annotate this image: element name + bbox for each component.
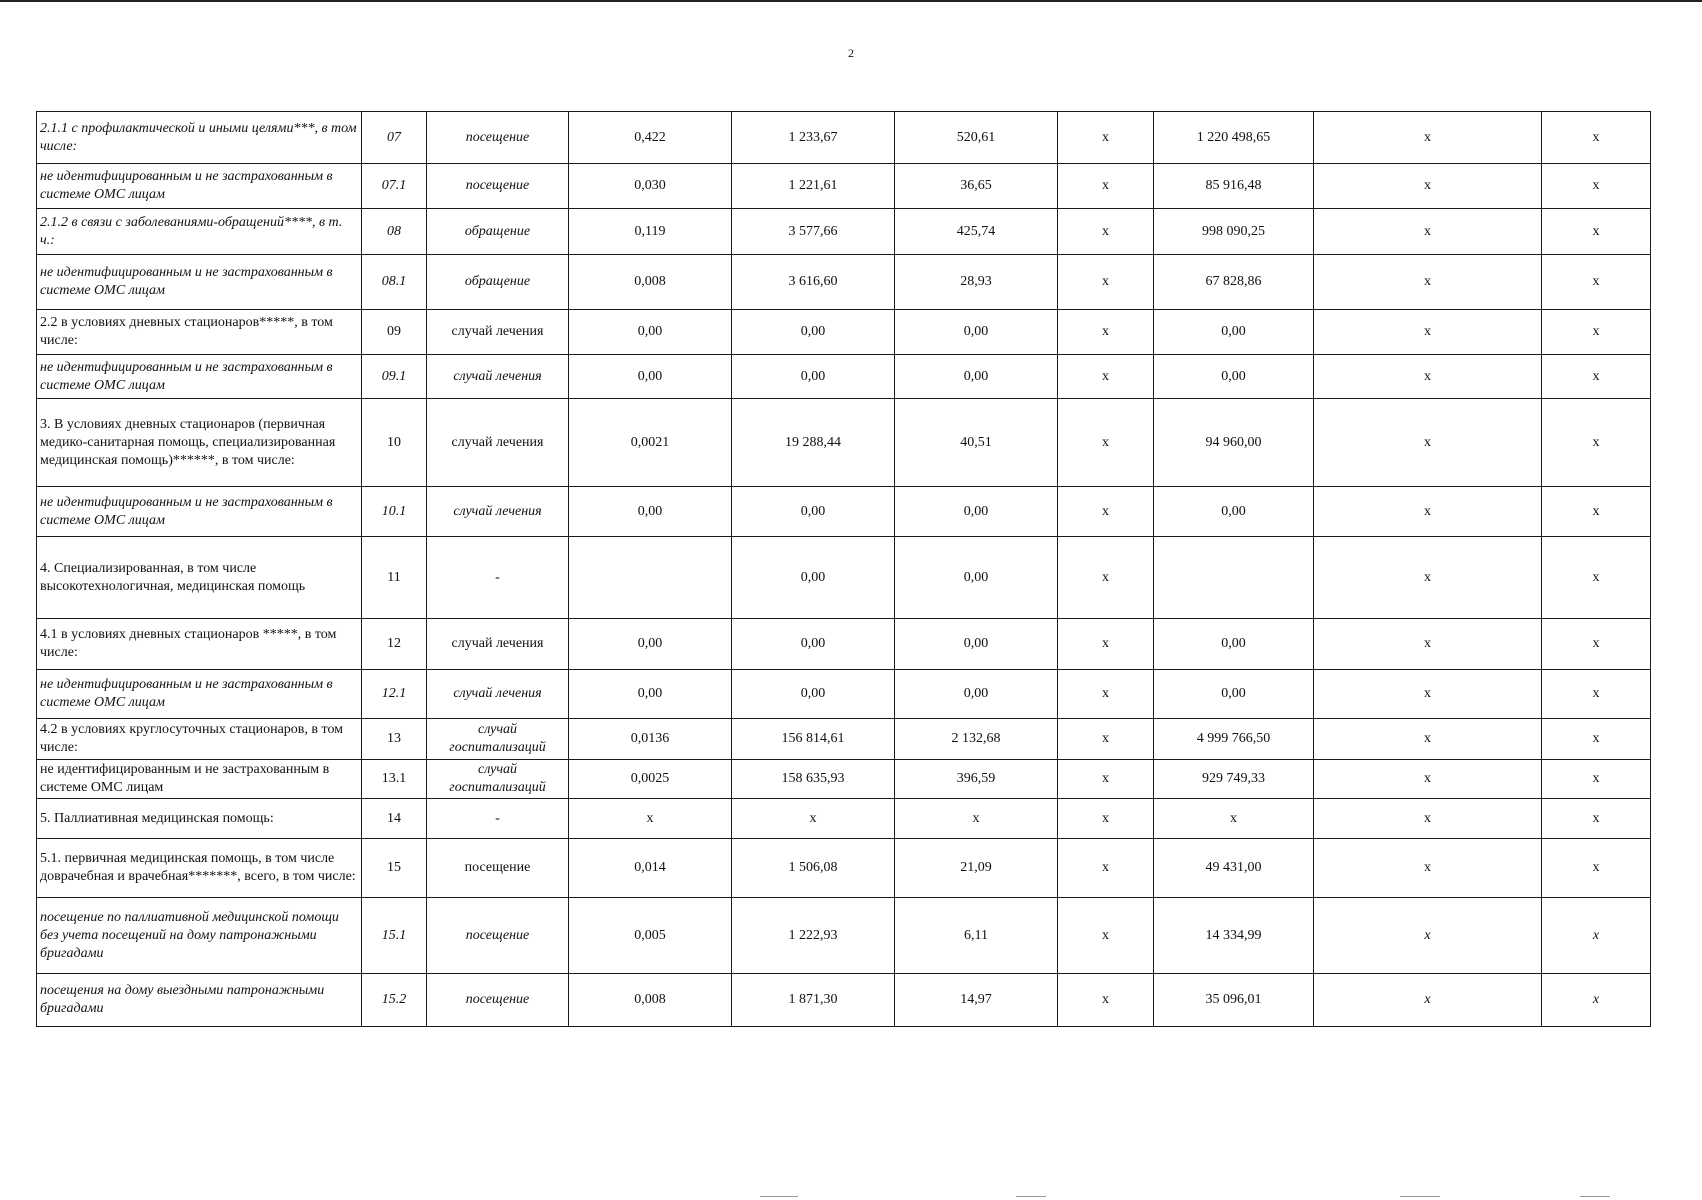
value-cell: х — [1314, 164, 1542, 209]
value-cell: 0,014 — [569, 839, 732, 898]
table-row — [37, 209, 1651, 255]
row-unit-cell: посещение — [427, 974, 569, 1027]
scan-mark — [1400, 1196, 1440, 1197]
value-cell: 520,61 — [895, 112, 1058, 164]
value-cell: 0,00 — [569, 310, 732, 355]
table-row — [37, 898, 1651, 974]
value-cell: 0,00 — [895, 670, 1058, 719]
value-cell: 67 828,86 — [1154, 255, 1314, 310]
row-code-cell: 11 — [362, 537, 427, 619]
value-cell: х — [1058, 209, 1154, 255]
value-cell: 3 616,60 — [732, 255, 895, 310]
row-name-cell: 2.1.1 с профилактической и иными целями***, в том числе: — [37, 112, 362, 164]
row-name-cell: не идентифицированным и не застрахованным в системе ОМС лицам — [37, 255, 362, 310]
value-cell: 40,51 — [895, 399, 1058, 487]
table-body — [37, 112, 1651, 1027]
value-cell: х — [1058, 839, 1154, 898]
row-name-cell: не идентифицированным и не застрахованным в системе ОМС лицам — [37, 760, 362, 799]
scan-mark — [1016, 1196, 1046, 1197]
value-cell: х — [1314, 537, 1542, 619]
row-code-cell: 09.1 — [362, 355, 427, 399]
row-unit-cell: посещение — [427, 839, 569, 898]
row-name-cell: 4.1 в условиях дневных стационаров *****, в том числе: — [37, 619, 362, 670]
value-cell: х — [1058, 487, 1154, 537]
value-cell: х — [1542, 974, 1651, 1027]
value-cell: х — [1058, 799, 1154, 839]
value-cell: х — [1542, 619, 1651, 670]
value-cell: 3 577,66 — [732, 209, 895, 255]
row-name-cell: не идентифицированным и не застрахованным в системе ОМС лицам — [37, 355, 362, 399]
row-code-cell: 09 — [362, 310, 427, 355]
value-cell: 0,030 — [569, 164, 732, 209]
value-cell: х — [1314, 839, 1542, 898]
row-unit-cell: посещение — [427, 112, 569, 164]
value-cell: 0,00 — [732, 670, 895, 719]
value-cell: 0,119 — [569, 209, 732, 255]
row-unit-cell: случай лечения — [427, 355, 569, 399]
table-row — [37, 760, 1651, 799]
table-row — [37, 974, 1651, 1027]
row-code-cell: 08 — [362, 209, 427, 255]
value-cell: 28,93 — [895, 255, 1058, 310]
value-cell: 0,422 — [569, 112, 732, 164]
value-cell: 998 090,25 — [1154, 209, 1314, 255]
value-cell — [569, 537, 732, 619]
value-cell: х — [1542, 355, 1651, 399]
value-cell: х — [1314, 799, 1542, 839]
value-cell: х — [1058, 537, 1154, 619]
value-cell: 49 431,00 — [1154, 839, 1314, 898]
value-cell: 158 635,93 — [732, 760, 895, 799]
value-cell: х — [1058, 112, 1154, 164]
row-code-cell: 07 — [362, 112, 427, 164]
value-cell: х — [1058, 974, 1154, 1027]
row-unit-cell: случай госпитализаций — [427, 760, 569, 799]
row-unit-cell: случай лечения — [427, 487, 569, 537]
value-cell: х — [1058, 399, 1154, 487]
value-cell: 1 506,08 — [732, 839, 895, 898]
row-unit-cell: случай лечения — [427, 399, 569, 487]
row-name-cell: посещение по паллиативной медицинской помощи без учета посещений на дому патронажными бригадами — [37, 898, 362, 974]
value-cell: х — [569, 799, 732, 839]
value-cell: х — [1542, 209, 1651, 255]
row-code-cell: 10 — [362, 399, 427, 487]
row-unit-cell: случай лечения — [427, 619, 569, 670]
row-code-cell: 13.1 — [362, 760, 427, 799]
top-border-line — [0, 0, 1702, 2]
value-cell: х — [1542, 112, 1651, 164]
value-cell: х — [1542, 839, 1651, 898]
value-cell: 0,00 — [895, 355, 1058, 399]
value-cell: 0,00 — [895, 619, 1058, 670]
value-cell: х — [1542, 760, 1651, 799]
row-name-cell: 5. Паллиативная медицинская помощь: — [37, 799, 362, 839]
value-cell: 14,97 — [895, 974, 1058, 1027]
value-cell: 21,09 — [895, 839, 1058, 898]
value-cell: х — [1058, 898, 1154, 974]
value-cell: 0,00 — [732, 355, 895, 399]
row-unit-cell: обращение — [427, 255, 569, 310]
value-cell: 1 220 498,65 — [1154, 112, 1314, 164]
table-row — [37, 619, 1651, 670]
row-unit-cell: случай лечения — [427, 310, 569, 355]
data-table — [36, 111, 1651, 1027]
value-cell: 6,11 — [895, 898, 1058, 974]
table-row — [37, 799, 1651, 839]
row-unit-cell: случай госпитализаций — [427, 719, 569, 760]
value-cell: 1 222,93 — [732, 898, 895, 974]
row-name-cell: не идентифицированным и не застрахованным в системе ОМС лицам — [37, 670, 362, 719]
value-cell: 0,00 — [1154, 487, 1314, 537]
value-cell: х — [1314, 760, 1542, 799]
row-code-cell: 10.1 — [362, 487, 427, 537]
value-cell: 0,00 — [569, 619, 732, 670]
value-cell: 36,65 — [895, 164, 1058, 209]
table-row — [37, 112, 1651, 164]
table-row — [37, 670, 1651, 719]
row-name-cell: 2.1.2 в связи с заболеваниями-обращений****, в т. ч.: — [37, 209, 362, 255]
table-row — [37, 719, 1651, 760]
value-cell: х — [1314, 974, 1542, 1027]
value-cell: 0,0025 — [569, 760, 732, 799]
value-cell: х — [1314, 209, 1542, 255]
value-cell: х — [1314, 399, 1542, 487]
value-cell: х — [1314, 670, 1542, 719]
row-code-cell: 12 — [362, 619, 427, 670]
row-name-cell: 2.2 в условиях дневных стационаров*****, в том числе: — [37, 310, 362, 355]
row-name-cell: 4. Специализированная, в том числе высокотехнологичная, медицинская помощь — [37, 537, 362, 619]
value-cell: х — [1314, 355, 1542, 399]
value-cell: 1 221,61 — [732, 164, 895, 209]
row-code-cell: 13 — [362, 719, 427, 760]
value-cell: 0,008 — [569, 255, 732, 310]
value-cell: х — [1058, 164, 1154, 209]
row-name-cell: 3. В условиях дневных стационаров (первичная медико-санитарная помощь, специализированная медицинская помощь)******, в том числе: — [37, 399, 362, 487]
value-cell: х — [1314, 255, 1542, 310]
value-cell: х — [1314, 898, 1542, 974]
value-cell — [1154, 537, 1314, 619]
value-cell: 14 334,99 — [1154, 898, 1314, 974]
value-cell: 425,74 — [895, 209, 1058, 255]
value-cell: х — [1542, 719, 1651, 760]
value-cell: х — [1058, 719, 1154, 760]
row-code-cell: 12.1 — [362, 670, 427, 719]
value-cell: 0,0021 — [569, 399, 732, 487]
value-cell: х — [732, 799, 895, 839]
value-cell: 0,00 — [1154, 310, 1314, 355]
value-cell: 1 233,67 — [732, 112, 895, 164]
value-cell: 0,008 — [569, 974, 732, 1027]
value-cell: х — [1314, 310, 1542, 355]
value-cell: х — [1058, 255, 1154, 310]
row-name-cell: 4.2 в условиях круглосуточных стационаров, в том числе: — [37, 719, 362, 760]
value-cell: х — [1058, 760, 1154, 799]
value-cell: 0,00 — [1154, 619, 1314, 670]
value-cell: 1 871,30 — [732, 974, 895, 1027]
table-row — [37, 310, 1651, 355]
value-cell: 2 132,68 — [895, 719, 1058, 760]
value-cell: х — [1542, 799, 1651, 839]
row-code-cell: 15.2 — [362, 974, 427, 1027]
row-name-cell: не идентифицированным и не застрахованным в системе ОМС лицам — [37, 487, 362, 537]
value-cell: 19 288,44 — [732, 399, 895, 487]
value-cell: 929 749,33 — [1154, 760, 1314, 799]
value-cell: х — [1314, 487, 1542, 537]
table-row — [37, 537, 1651, 619]
value-cell: 0,00 — [569, 670, 732, 719]
row-unit-cell: посещение — [427, 898, 569, 974]
value-cell: х — [895, 799, 1058, 839]
row-name-cell: не идентифицированным и не застрахованным в системе ОМС лицам — [37, 164, 362, 209]
value-cell: 0,00 — [895, 537, 1058, 619]
value-cell: х — [1542, 487, 1651, 537]
value-cell: 85 916,48 — [1154, 164, 1314, 209]
value-cell: 0,00 — [732, 487, 895, 537]
value-cell: х — [1058, 355, 1154, 399]
value-cell: 156 814,61 — [732, 719, 895, 760]
row-code-cell: 14 — [362, 799, 427, 839]
table-row — [37, 399, 1651, 487]
value-cell: 0,00 — [732, 537, 895, 619]
value-cell: х — [1314, 719, 1542, 760]
value-cell: 0,0136 — [569, 719, 732, 760]
table-row — [37, 487, 1651, 537]
row-unit-cell: обращение — [427, 209, 569, 255]
page-number: 2 — [848, 46, 854, 60]
value-cell: 0,00 — [1154, 355, 1314, 399]
value-cell: х — [1542, 898, 1651, 974]
value-cell: х — [1542, 310, 1651, 355]
value-cell: 4 999 766,50 — [1154, 719, 1314, 760]
row-unit-cell: - — [427, 537, 569, 619]
row-unit-cell: случай лечения — [427, 670, 569, 719]
scan-mark — [760, 1196, 798, 1197]
value-cell: х — [1542, 255, 1651, 310]
value-cell: 94 960,00 — [1154, 399, 1314, 487]
value-cell: х — [1058, 619, 1154, 670]
table-row — [37, 839, 1651, 898]
value-cell: 0,00 — [732, 310, 895, 355]
row-code-cell: 15 — [362, 839, 427, 898]
value-cell: х — [1542, 399, 1651, 487]
row-code-cell: 07.1 — [362, 164, 427, 209]
value-cell: х — [1154, 799, 1314, 839]
value-cell: х — [1058, 310, 1154, 355]
value-cell: 35 096,01 — [1154, 974, 1314, 1027]
value-cell: х — [1058, 670, 1154, 719]
row-unit-cell: посещение — [427, 164, 569, 209]
value-cell: 396,59 — [895, 760, 1058, 799]
value-cell: х — [1314, 112, 1542, 164]
value-cell: 0,00 — [732, 619, 895, 670]
row-name-cell: посещения на дому выездными патронажными бригадами — [37, 974, 362, 1027]
table-row — [37, 255, 1651, 310]
value-cell: 0,005 — [569, 898, 732, 974]
value-cell: 0,00 — [895, 310, 1058, 355]
row-code-cell: 08.1 — [362, 255, 427, 310]
table-row — [37, 355, 1651, 399]
value-cell: х — [1542, 537, 1651, 619]
value-cell: 0,00 — [1154, 670, 1314, 719]
table-row — [37, 164, 1651, 209]
scan-mark — [1580, 1196, 1610, 1197]
row-code-cell: 15.1 — [362, 898, 427, 974]
value-cell: х — [1542, 164, 1651, 209]
value-cell: х — [1542, 670, 1651, 719]
value-cell: 0,00 — [569, 355, 732, 399]
value-cell: 0,00 — [895, 487, 1058, 537]
row-unit-cell: - — [427, 799, 569, 839]
row-name-cell: 5.1. первичная медицинская помощь, в том числе доврачебная и врачебная*******, всего, в том числе: — [37, 839, 362, 898]
value-cell: 0,00 — [569, 487, 732, 537]
value-cell: х — [1314, 619, 1542, 670]
